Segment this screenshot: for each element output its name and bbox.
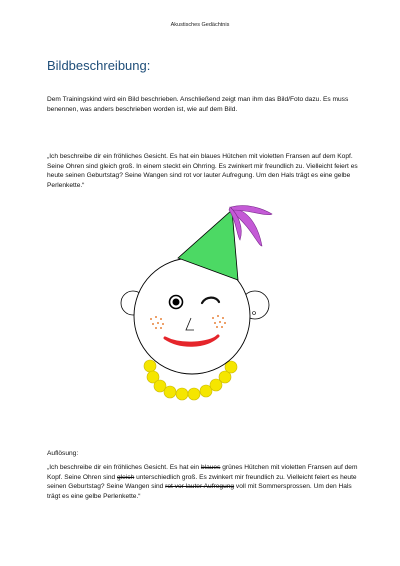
page-header: Akustisches Gedächtnis <box>170 22 230 28</box>
left-pupil <box>173 299 180 306</box>
solution-text: „Ich beschreibe dir ein fröhliches Gesicht. Es hat ein <box>47 464 201 471</box>
struck-word-blaues: blaues <box>200 464 221 471</box>
solution-text: unterschiedlich groß. Es zwinkert mir freundlich zu. Vielleicht feiert es heute seinen Geburtstag? Seine Wangen sind <box>47 473 357 491</box>
page-title: Bildbeschreibung: <box>47 58 151 73</box>
hat-fringe <box>229 206 272 246</box>
description-paragraph: „Ich beschreibe dir ein fröhliches Gesicht. Es hat ein blaues Hütchen mit violetten Fransen auf dem Kopf. Seine Ohren sind gleich groß. In einem steckt ein Ohrring. Es zwinkert mir freundlich zu. Vielleicht feiert es heute seinen Geburtstag? Seine Wangen sind rot vor lauter Aufregung. Um den Hals trägt es eine gelbe Perlenkette.“ <box>47 153 358 189</box>
solution-label: Auflösung: <box>47 450 79 457</box>
face-illustration <box>0 190 400 410</box>
solution-text: voll mit Sommersprossen. Um den Hals trägt es eine gelbe Perlenkette.“ <box>47 483 352 500</box>
solution-text: grünes Hütchen mit violetten Fransen auf dem Kopf. Seine Ohren sind <box>47 464 358 481</box>
solution-paragraph <box>47 463 361 501</box>
intro-paragraph: Dem Trainingskind wird ein Bild beschrieben. Anschließend zeigt man ihm das Bild/Foto dazu. Es muss benennen, was anders beschrieben worden ist, wie auf dem Bild. <box>47 96 349 113</box>
earring <box>253 312 256 315</box>
struck-phrase-aufregung: rot vor lauter Aufregung <box>165 483 235 491</box>
struck-word-gleich: gleich <box>117 473 135 481</box>
